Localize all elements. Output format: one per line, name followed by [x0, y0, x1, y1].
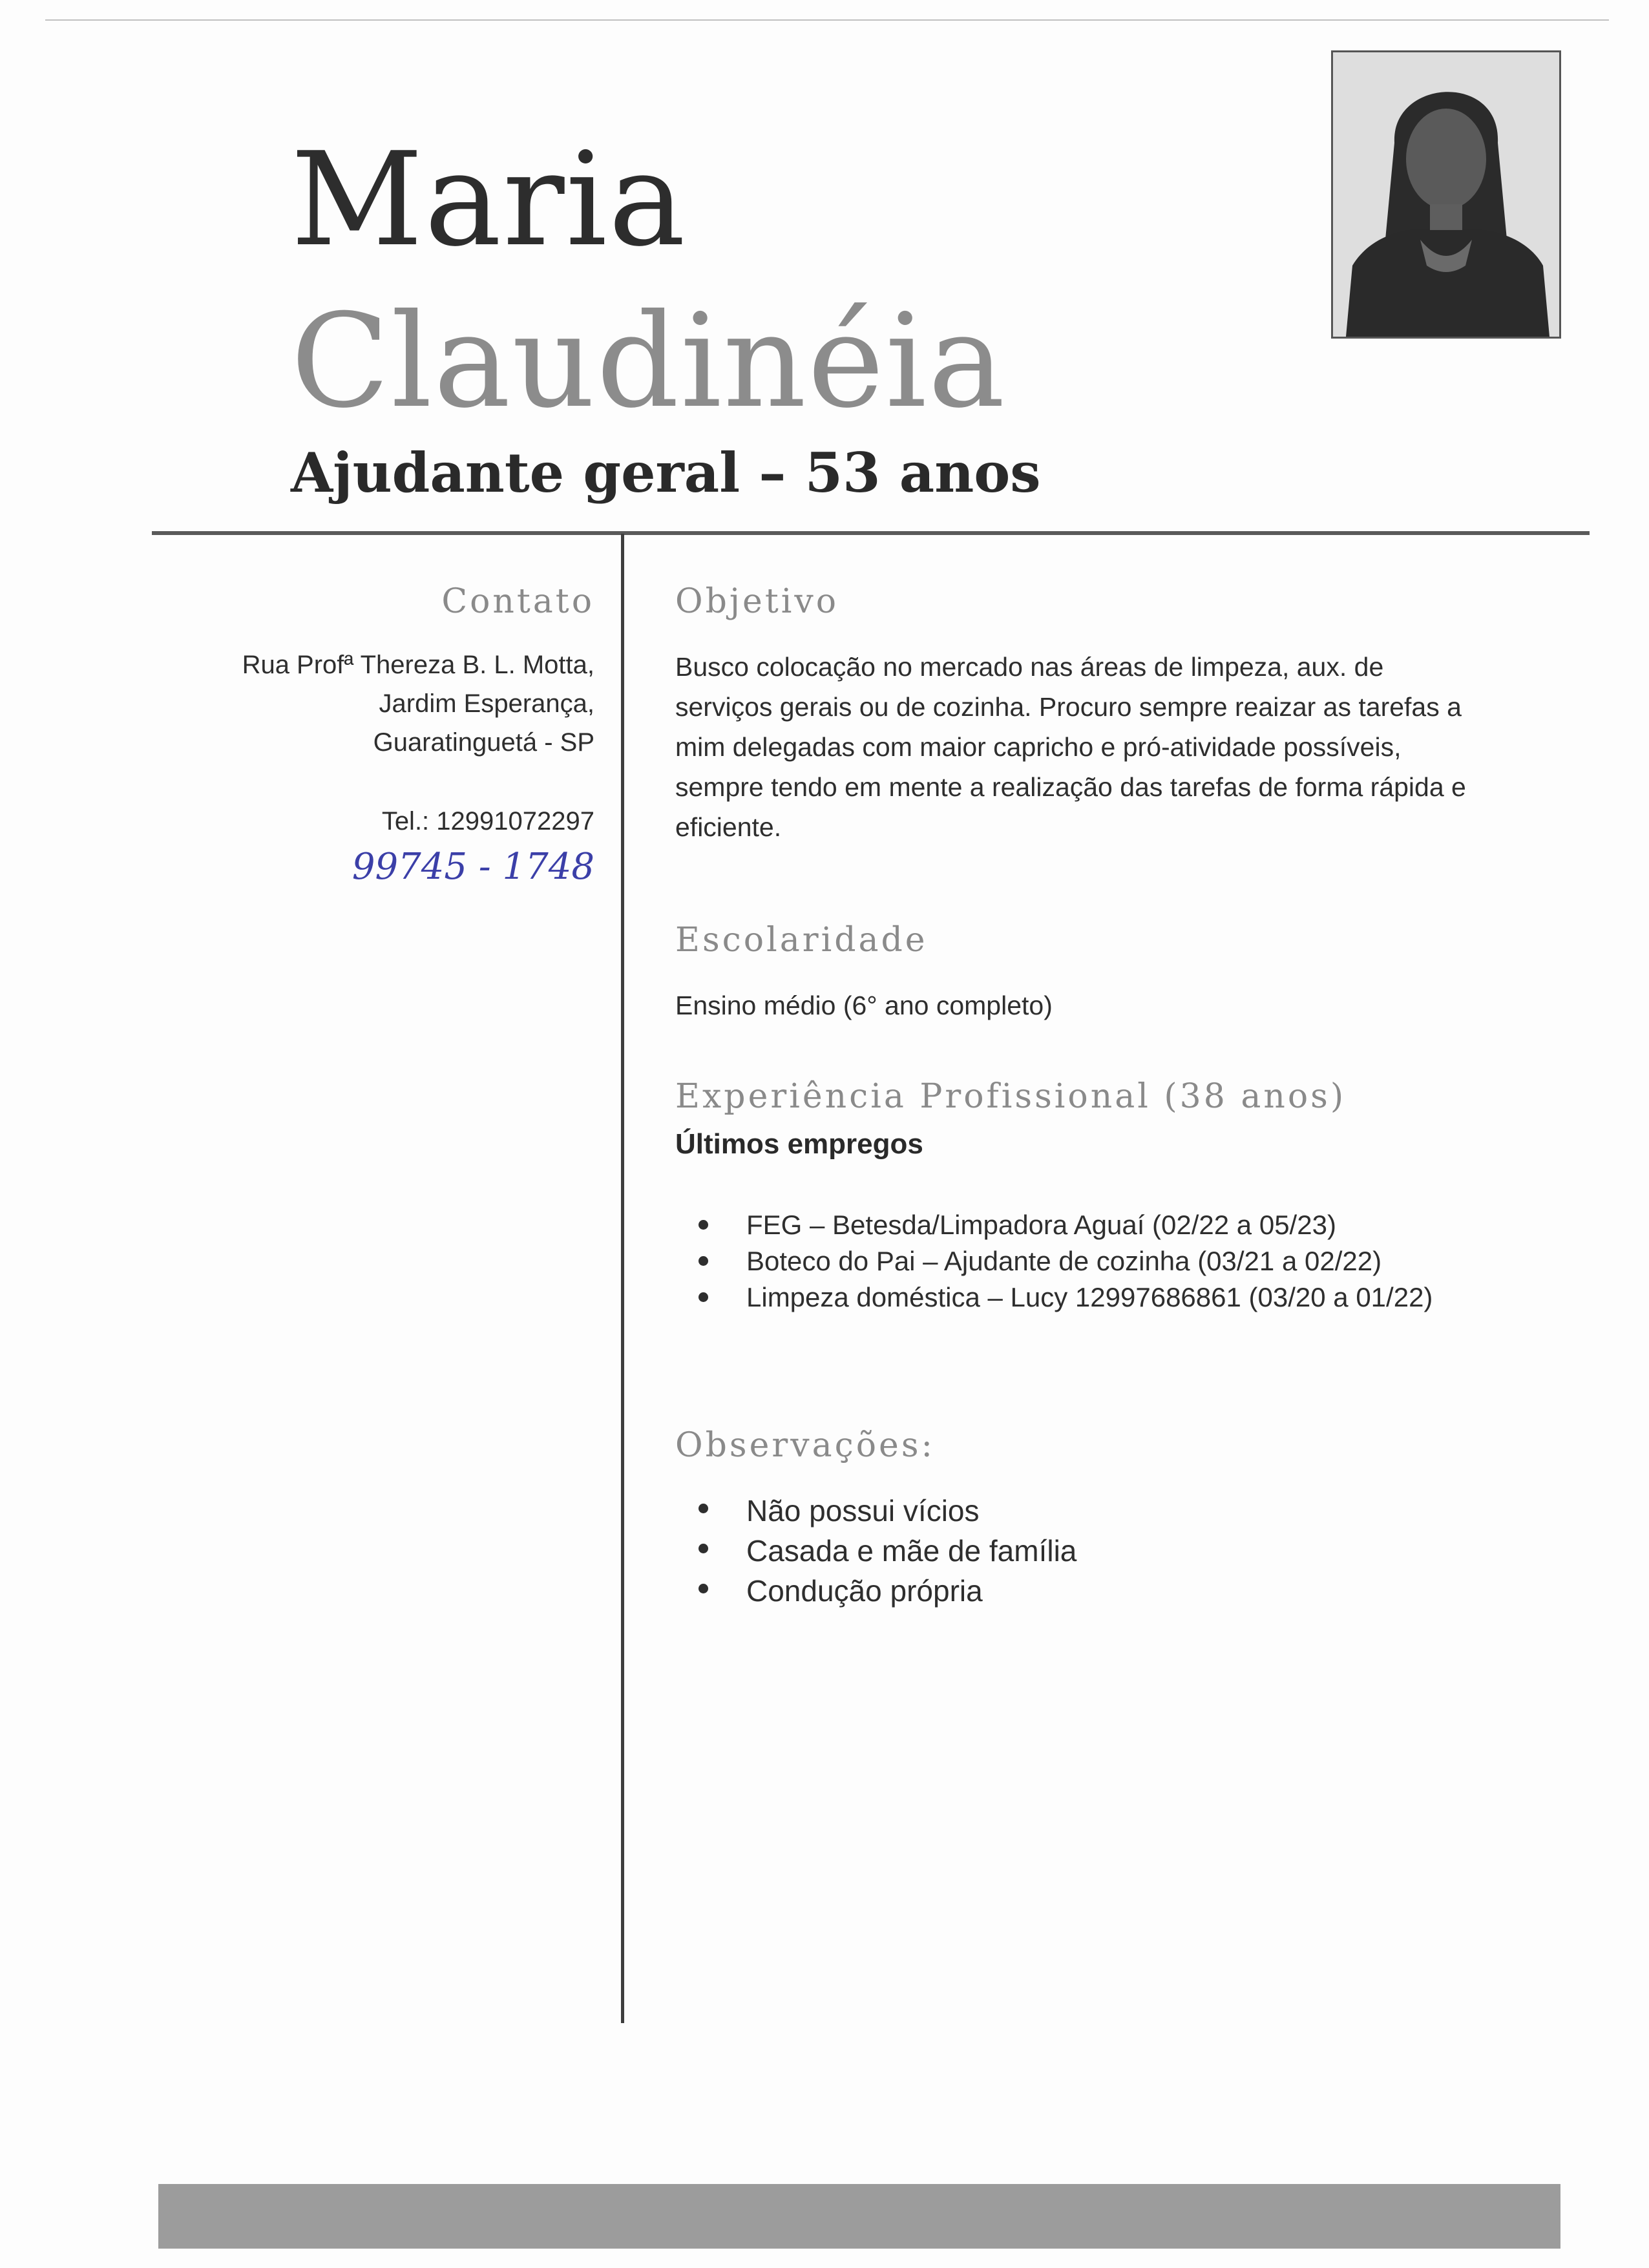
experience-title: Experiência Profissional (38 anos) — [675, 1077, 1347, 1116]
experience-subtitle: Últimos empregos — [675, 1128, 923, 1160]
profile-photo — [1331, 50, 1561, 339]
address-line: Guaratinguetá - SP — [373, 728, 594, 757]
observation-item — [675, 1571, 1580, 1611]
last-name: Claudinéia — [291, 286, 1007, 437]
experience-item — [675, 1243, 1580, 1279]
job-headline: Ajudante geral – 53 anos — [291, 441, 1041, 505]
address-line: Rua Profª Thereza B. L. Motta, — [242, 651, 594, 679]
main-content — [675, 582, 1580, 1611]
phone-number: Tel.: 12991072297 — [381, 807, 594, 835]
bullet-icon — [698, 1220, 708, 1230]
observation-item — [675, 1531, 1580, 1571]
experience-item-text: Limpeza doméstica – Lucy 12997686861 (03/20 a 01/22) — [746, 1281, 1433, 1312]
experience-item-text: FEG – Betesda/Limpadora Aguaí (02/22 a 05/23) — [746, 1209, 1336, 1240]
observations-list — [675, 1491, 1580, 1611]
objective-line: sempre tendo em mente a realização das tarefas de forma rápida e — [675, 772, 1466, 802]
scan-edge-line — [45, 19, 1609, 21]
bullet-icon — [698, 1256, 708, 1266]
observation-item-text: Condução própria — [746, 1573, 983, 1608]
handwritten-phone: 99745 - 1748 — [352, 846, 594, 888]
observation-item-text: Casada e mãe de família — [746, 1533, 1077, 1568]
contact-title: Contato — [441, 582, 594, 621]
experience-item — [675, 1207, 1580, 1243]
objective-line: mim delegadas com maior capricho e pró-atividade possíveis, — [675, 732, 1402, 762]
objective-title: Objetivo — [675, 582, 839, 621]
footer-band — [158, 2184, 1560, 2249]
objective-line: serviços gerais ou de cozinha. Procuro sempre reaizar as tarefas a — [675, 692, 1462, 722]
first-name: Maria — [291, 125, 687, 275]
education-title: Escolaridade — [675, 921, 928, 960]
bullet-icon — [698, 1544, 708, 1553]
objective-line: eficiente. — [675, 812, 782, 842]
experience-list — [675, 1207, 1580, 1316]
experience-item — [675, 1279, 1580, 1316]
bullet-icon — [698, 1504, 708, 1513]
objective-line: Busco colocação no mercado nas áreas de limpeza, aux. de — [675, 652, 1384, 682]
observation-item — [675, 1491, 1580, 1531]
bullet-icon — [698, 1292, 708, 1302]
column-divider — [621, 534, 624, 2023]
experience-item-text: Boteco do Pai – Ajudante de cozinha (03/21 a 02/22) — [746, 1245, 1382, 1276]
observations-title: Observações: — [675, 1425, 936, 1465]
contact-section — [149, 582, 594, 888]
address-line: Jardim Esperança, — [379, 689, 594, 718]
bullet-icon — [698, 1584, 708, 1593]
observation-item-text: Não possui vícios — [746, 1493, 980, 1528]
header-divider — [152, 531, 1590, 535]
education-text: Ensino médio (6° ano completo) — [675, 991, 1053, 1020]
